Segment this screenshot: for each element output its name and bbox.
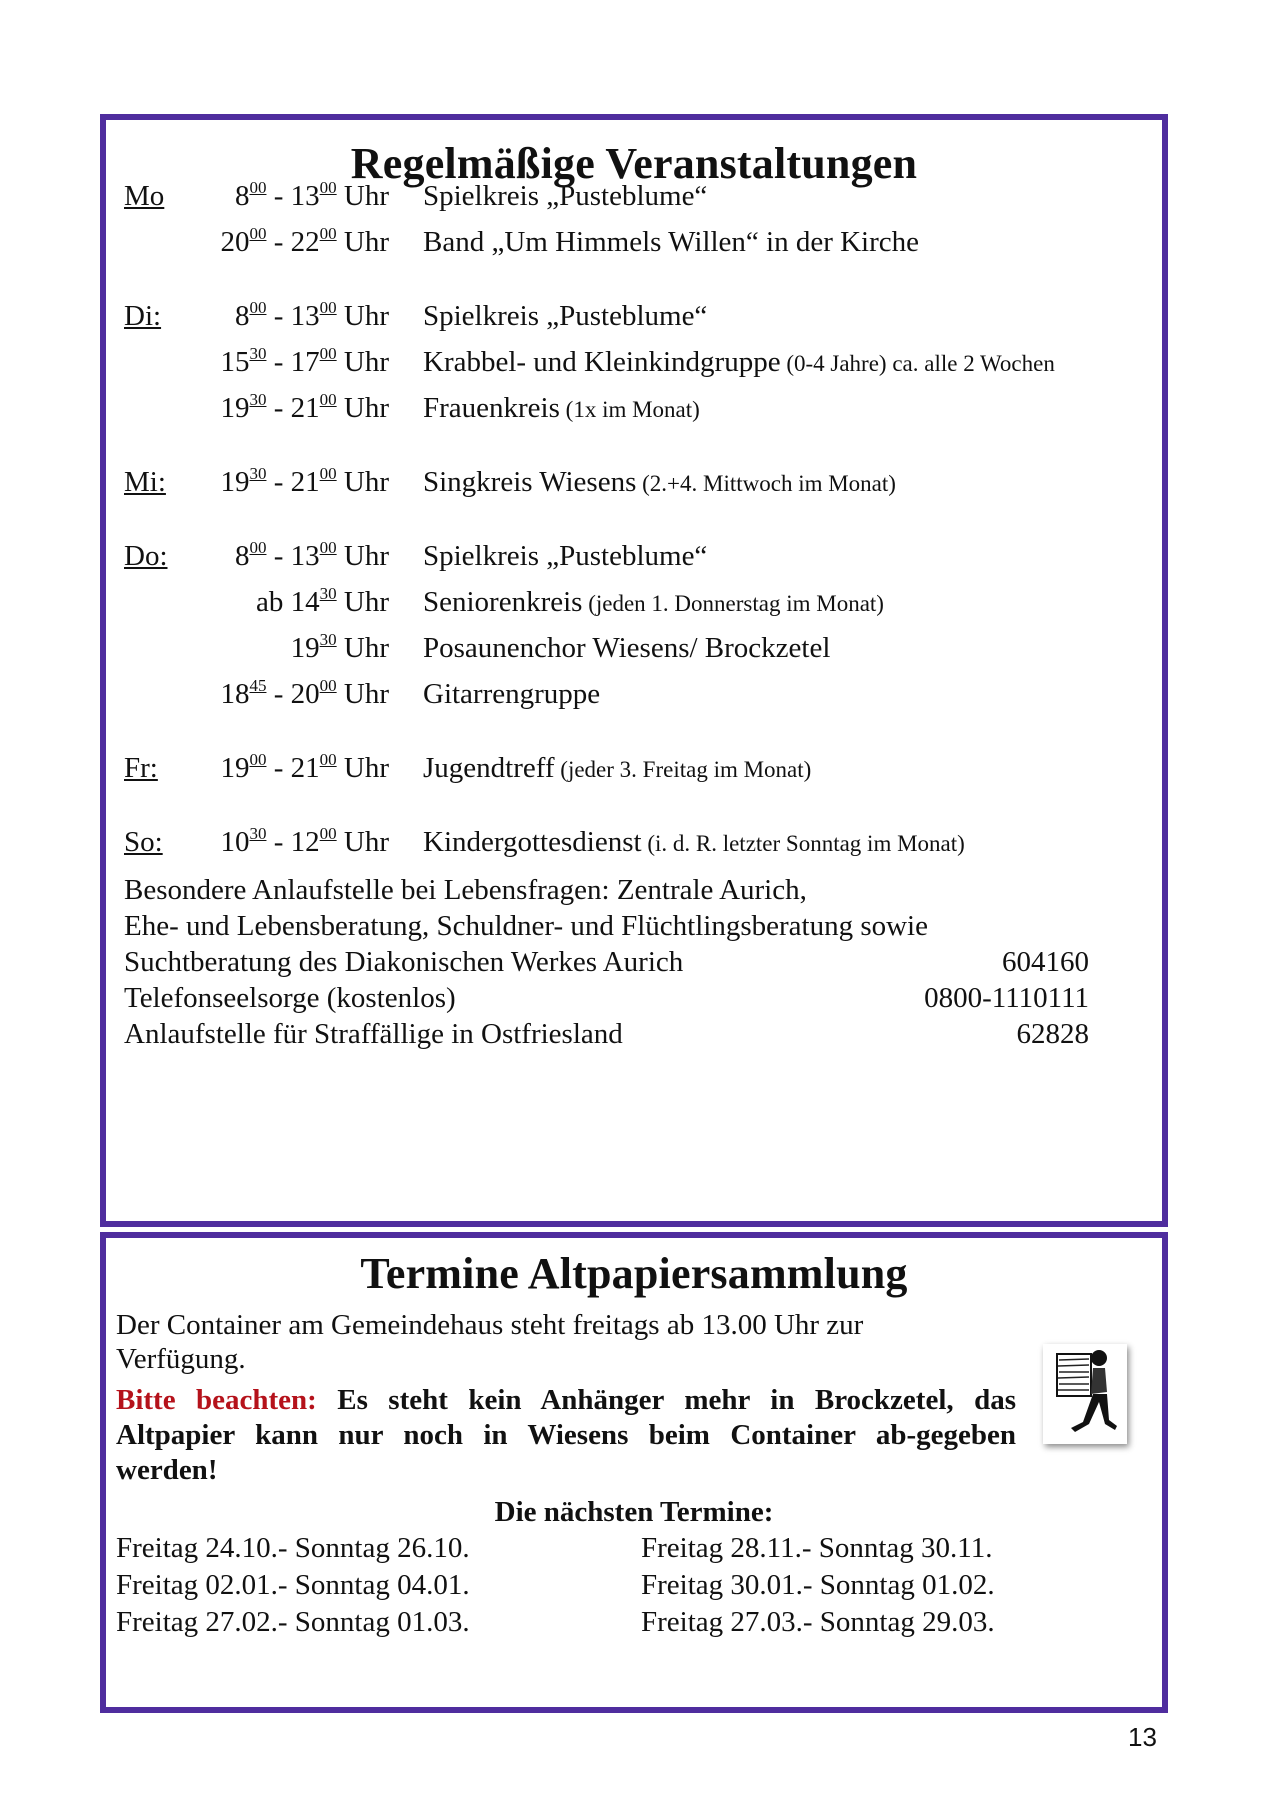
collection-date: Freitag 30.01.- Sonntag 01.02. (641, 1569, 995, 1601)
schedule-row (106, 632, 1156, 672)
collection-date: Freitag 02.01.- Sonntag 04.01. (116, 1569, 470, 1601)
warning-paragraph (116, 1383, 1016, 1488)
time-range: $20^{00} - 22^{00}$ Uhr (220, 224, 389, 258)
schedule-row (106, 226, 1156, 266)
schedule-row (106, 180, 1156, 220)
info-line: Suchtberatung des Diakonischen Werkes Aurich 604160 (124, 946, 1089, 978)
event-note: (0-4 Jahre) ca. alle 2 Wochen (780, 351, 1055, 376)
time-range: $19^{30}$ Uhr (290, 630, 389, 664)
collection-date: Freitag 27.03.- Sonntag 29.03. (641, 1606, 995, 1638)
schedule-row (106, 826, 1156, 866)
weekday-label: Fr: (124, 752, 158, 784)
warning-text: Es steht kein Anhänger mehr in Brockzetel, das Altpapier kann nur noch in Wiesens beim Container ab-gegeben werden! (116, 1384, 1016, 1486)
event-note: (2.+4. Mittwoch im Monat) (636, 471, 896, 496)
schedule-row (106, 752, 1156, 792)
collection-date: Freitag 27.02.- Sonntag 01.03. (116, 1606, 470, 1638)
time-range: ab $14^{30}$ Uhr (256, 584, 389, 618)
time-range: $19^{30} - 21^{00}$ Uhr (220, 390, 389, 424)
event-name: Jugendtreff (jeder 3. Freitag im Monat) (423, 752, 812, 784)
event-note: (1x im Monat) (559, 397, 700, 422)
container-info-line2: Verfügung. (116, 1343, 246, 1375)
phone-number: 62828 (1016, 1018, 1089, 1050)
warning-label: Bitte beachten: (116, 1384, 317, 1416)
event-name: Gitarrengruppe (423, 678, 601, 710)
person-carrying-papers-icon (1043, 1344, 1127, 1444)
event-name: Spielkreis „Pusteblume“ (423, 300, 708, 332)
event-name: Posaunenchor Wiesens/ Brockzetel (423, 632, 831, 664)
schedule-row (106, 586, 1156, 626)
container-info-line1: Der Container am Gemeindehaus steht freitags ab 13.00 Uhr zur (116, 1309, 864, 1341)
event-name: Frauenkreis (1x im Monat) (423, 392, 700, 424)
dates-column-1 (116, 1530, 470, 1641)
weekday-label: Di: (124, 300, 162, 332)
info-line: Anlaufstelle für Straffällige in Ostfriesland 62828 (124, 1018, 1089, 1050)
time-range: $18^{45} - 20^{00}$ Uhr (220, 676, 389, 710)
phone-number: 604160 (1002, 946, 1089, 978)
schedule-row (106, 466, 1156, 506)
event-name: Kindergottesdienst (i. d. R. letzter Sonntag im Monat) (423, 826, 965, 858)
event-note: (jeden 1. Donnerstag im Monat) (582, 591, 884, 616)
time-range: $15^{30} - 17^{00}$ Uhr (220, 344, 389, 378)
time-range: $8^{00} - 13^{00}$ Uhr (234, 538, 389, 572)
schedule-title: Regelmäßige Veranstaltungen (350, 139, 918, 188)
event-name: Spielkreis „Pusteblume“ (423, 540, 708, 572)
weekday-label: Do: (124, 540, 168, 572)
counseling-info (124, 872, 1089, 1052)
info-line: Ehe- und Lebensberatung, Schuldner- und Flüchtlingsberatung sowie (124, 910, 928, 942)
event-name: Spielkreis „Pusteblume“ (423, 180, 708, 212)
schedule-row (106, 678, 1156, 718)
weekday-label: Mo (124, 180, 165, 212)
next-dates-heading: Die nächsten Termine: (494, 1496, 774, 1528)
time-range: $19^{30} - 21^{00}$ Uhr (220, 464, 389, 498)
time-range: $19^{00} - 21^{00}$ Uhr (220, 750, 389, 784)
weekday-label: So: (124, 826, 163, 858)
info-line: Telefonseelsorge (kostenlos) 0800-1110111 (124, 982, 1089, 1014)
schedule-row (106, 392, 1156, 432)
paper-collection-title: Termine Altpapiersammlung (360, 1249, 908, 1298)
event-note: (i. d. R. letzter Sonntag im Monat) (641, 831, 965, 856)
page-number: 13 (1128, 1722, 1157, 1752)
collection-date: Freitag 28.11.- Sonntag 30.11. (641, 1532, 993, 1564)
schedule-row (106, 300, 1156, 340)
event-name: Krabbel- und Kleinkindgruppe (0-4 Jahre) ca. alle 2 Wochen (423, 346, 1055, 378)
phone-number: 0800-1110111 (924, 982, 1089, 1014)
collection-date: Freitag 24.10.- Sonntag 26.10. (116, 1532, 470, 1564)
schedule-row (106, 540, 1156, 580)
paper-collection-box (100, 1232, 1168, 1713)
time-range: $8^{00} - 13^{00}$ Uhr (234, 178, 389, 212)
dates-column-2 (641, 1530, 995, 1641)
info-line: Besondere Anlaufstelle bei Lebensfragen: Zentrale Aurich, (124, 874, 807, 906)
regular-events-box (100, 114, 1168, 1227)
weekday-label: Mi: (124, 466, 166, 498)
event-note: (jeder 3. Freitag im Monat) (554, 757, 812, 782)
time-range: $10^{30} - 12^{00}$ Uhr (220, 824, 389, 858)
time-range: $8^{00} - 13^{00}$ Uhr (234, 298, 389, 332)
event-name: Band „Um Himmels Willen“ in der Kirche (423, 226, 920, 258)
event-name: Singkreis Wiesens (2.+4. Mittwoch im Monat) (423, 466, 896, 498)
schedule-row (106, 346, 1156, 386)
event-name: Seniorenkreis (jeden 1. Donnerstag im Monat) (423, 586, 884, 618)
